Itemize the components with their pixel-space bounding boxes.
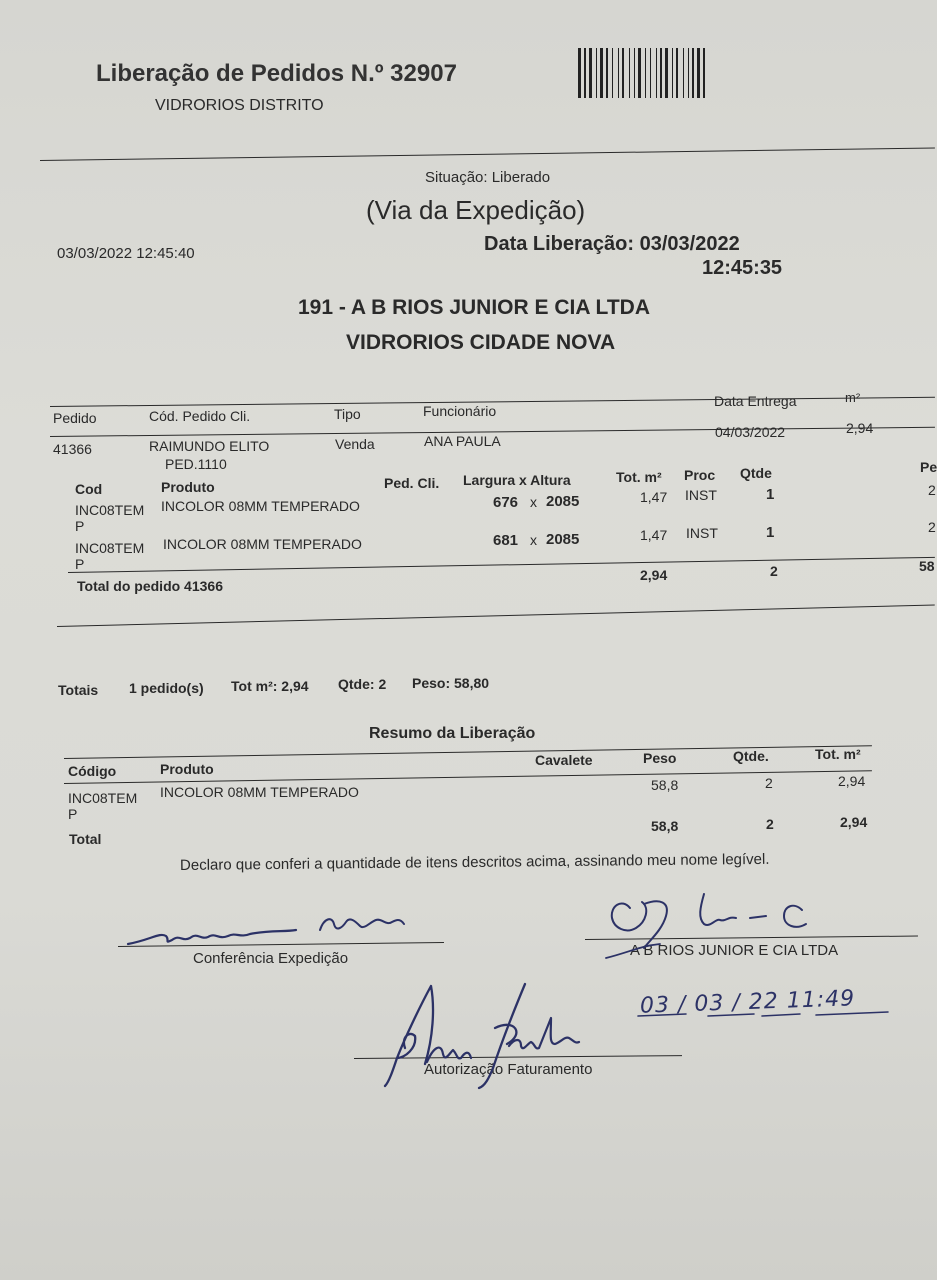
order-client: RAIMUNDO ELITO xyxy=(149,438,270,454)
resumo-col-codigo: Código xyxy=(68,763,117,779)
item-2-cod: INC08TEM xyxy=(75,540,145,556)
order-total-label: Total do pedido 41366 xyxy=(77,578,223,594)
order-cod-pedido-cli: PED.1110 xyxy=(165,456,227,472)
order-total-m2: 2,94 xyxy=(640,567,668,583)
via-expedicao: (Via da Expedição) xyxy=(366,195,586,225)
resumo-col-peso: Peso xyxy=(643,750,677,766)
handwritten-date: 03 / 03 / 22 11:49 xyxy=(639,986,856,1019)
totais-pedidos: 1 pedido(s) xyxy=(129,680,204,696)
item-1-proc: INST xyxy=(685,487,717,503)
handwritten-date-underline xyxy=(636,1008,896,1022)
item-col-qtde: Qtde xyxy=(740,465,772,481)
item-2-peso: 2 xyxy=(928,519,936,535)
totais-qtde: Qtde: 2 xyxy=(338,676,387,692)
resumo-row-codigo: INC08TEM xyxy=(68,790,138,806)
item-col-peso: Pe xyxy=(920,459,937,475)
conferencia-label: Conferência Expedição xyxy=(193,950,349,967)
issuer-company: VIDRORIOS DISTRITO xyxy=(155,97,324,114)
item-2-cod-cont: P xyxy=(75,556,85,572)
resumo-total-qtde: 2 xyxy=(766,816,774,832)
order-tipo: Venda xyxy=(335,436,375,452)
totais-m2: Tot m²: 2,94 xyxy=(231,678,309,694)
autorizacao-signature xyxy=(375,978,605,1088)
item-col-proc: Proc xyxy=(684,467,716,483)
client-store: VIDRORIOS CIDADE NOVA xyxy=(346,331,616,354)
item-col-produto: Produto xyxy=(161,479,215,495)
item-2-proc: INST xyxy=(686,525,718,541)
resumo-row-qtde: 2 xyxy=(765,775,773,791)
order-m2: 2,94 xyxy=(846,420,874,436)
resumo-row-peso: 58,8 xyxy=(651,777,679,793)
item-col-cod: Cod xyxy=(75,481,103,497)
document-title: Liberação de Pedidos N.º 32907 xyxy=(96,60,457,87)
conferencia-signature xyxy=(120,910,420,950)
order-total-peso: 58 xyxy=(919,558,935,574)
header-divider xyxy=(40,148,935,161)
print-datetime: 03/03/2022 12:45:40 xyxy=(57,245,195,262)
item-1-produto: INCOLOR 08MM TEMPERADO xyxy=(161,498,360,514)
resumo-col-qtde: Qtde. xyxy=(733,748,769,764)
item-col-ped-cli: Ped. Cli. xyxy=(384,475,440,491)
col-data-entrega: Data Entrega xyxy=(714,393,797,409)
item-1-tot-m2: 1,47 xyxy=(640,489,668,505)
col-funcionario: Funcionário xyxy=(423,403,497,419)
totais-peso: Peso: 58,80 xyxy=(412,675,490,691)
situacao-text: Situação: Liberado xyxy=(425,169,551,186)
order-data-entrega: 04/03/2022 xyxy=(715,424,786,440)
resumo-row-produto: INCOLOR 08MM TEMPERADO xyxy=(160,784,359,800)
col-cod-pedido-cli: Cód. Pedido Cli. xyxy=(149,408,251,424)
item-1-qtde: 1 xyxy=(766,486,775,503)
data-liberacao: Data Liberação: 03/03/2022 xyxy=(484,233,740,255)
item-1-largura: 676 xyxy=(493,494,519,511)
item-2-qtde: 1 xyxy=(766,524,775,541)
resumo-row-codigo-cont: P xyxy=(68,806,78,822)
order-total-qtde: 2 xyxy=(770,563,778,579)
item-1-cod-cont: P xyxy=(75,518,85,534)
item-1-peso: 2 xyxy=(928,482,936,498)
declaration-text: Declaro que conferi a quantidade de itens descritos acima, assinando meu nome legível. xyxy=(179,850,770,874)
resumo-col-cavalete: Cavalete xyxy=(535,752,593,768)
data-liberacao-time: 12:45:35 xyxy=(702,257,783,279)
col-m2: m² xyxy=(845,390,861,405)
client-signature xyxy=(600,888,820,963)
resumo-total-tot-m2: 2,94 xyxy=(840,814,868,830)
item-2-x: x xyxy=(530,532,537,548)
order-number: 41366 xyxy=(53,441,92,457)
item-col-tot-m2: Tot. m² xyxy=(616,469,662,485)
order-funcionario: ANA PAULA xyxy=(424,433,501,449)
item-2-produto: INCOLOR 08MM TEMPERADO xyxy=(163,536,362,552)
item-col-largura-altura: Largura x Altura xyxy=(463,472,571,488)
resumo-total-label: Total xyxy=(69,831,102,847)
resumo-col-produto: Produto xyxy=(160,761,214,777)
barcode xyxy=(578,48,738,98)
resumo-row-tot-m2: 2,94 xyxy=(838,773,866,789)
order-total-line xyxy=(68,557,935,573)
item-2-altura: 2085 xyxy=(546,531,580,548)
item-1-x: x xyxy=(530,494,537,510)
client-name: 191 - A B RIOS JUNIOR E CIA LTDA xyxy=(298,296,650,319)
resumo-total-peso: 58,8 xyxy=(651,818,679,834)
resumo-title: Resumo da Liberação xyxy=(369,725,536,742)
item-1-altura: 2085 xyxy=(546,493,580,510)
order-section-divider xyxy=(57,605,935,627)
item-2-largura: 681 xyxy=(493,532,519,549)
col-tipo: Tipo xyxy=(334,406,361,422)
client-signature-label: A B RIOS JUNIOR E CIA LTDA xyxy=(630,942,839,959)
resumo-col-tot-m2: Tot. m² xyxy=(815,746,861,762)
item-2-tot-m2: 1,47 xyxy=(640,527,668,543)
item-1-cod: INC08TEM xyxy=(75,502,145,518)
totais-label: Totais xyxy=(58,682,99,698)
autorizacao-label: Autorização Faturamento xyxy=(424,1061,593,1078)
col-pedido: Pedido xyxy=(53,410,97,426)
